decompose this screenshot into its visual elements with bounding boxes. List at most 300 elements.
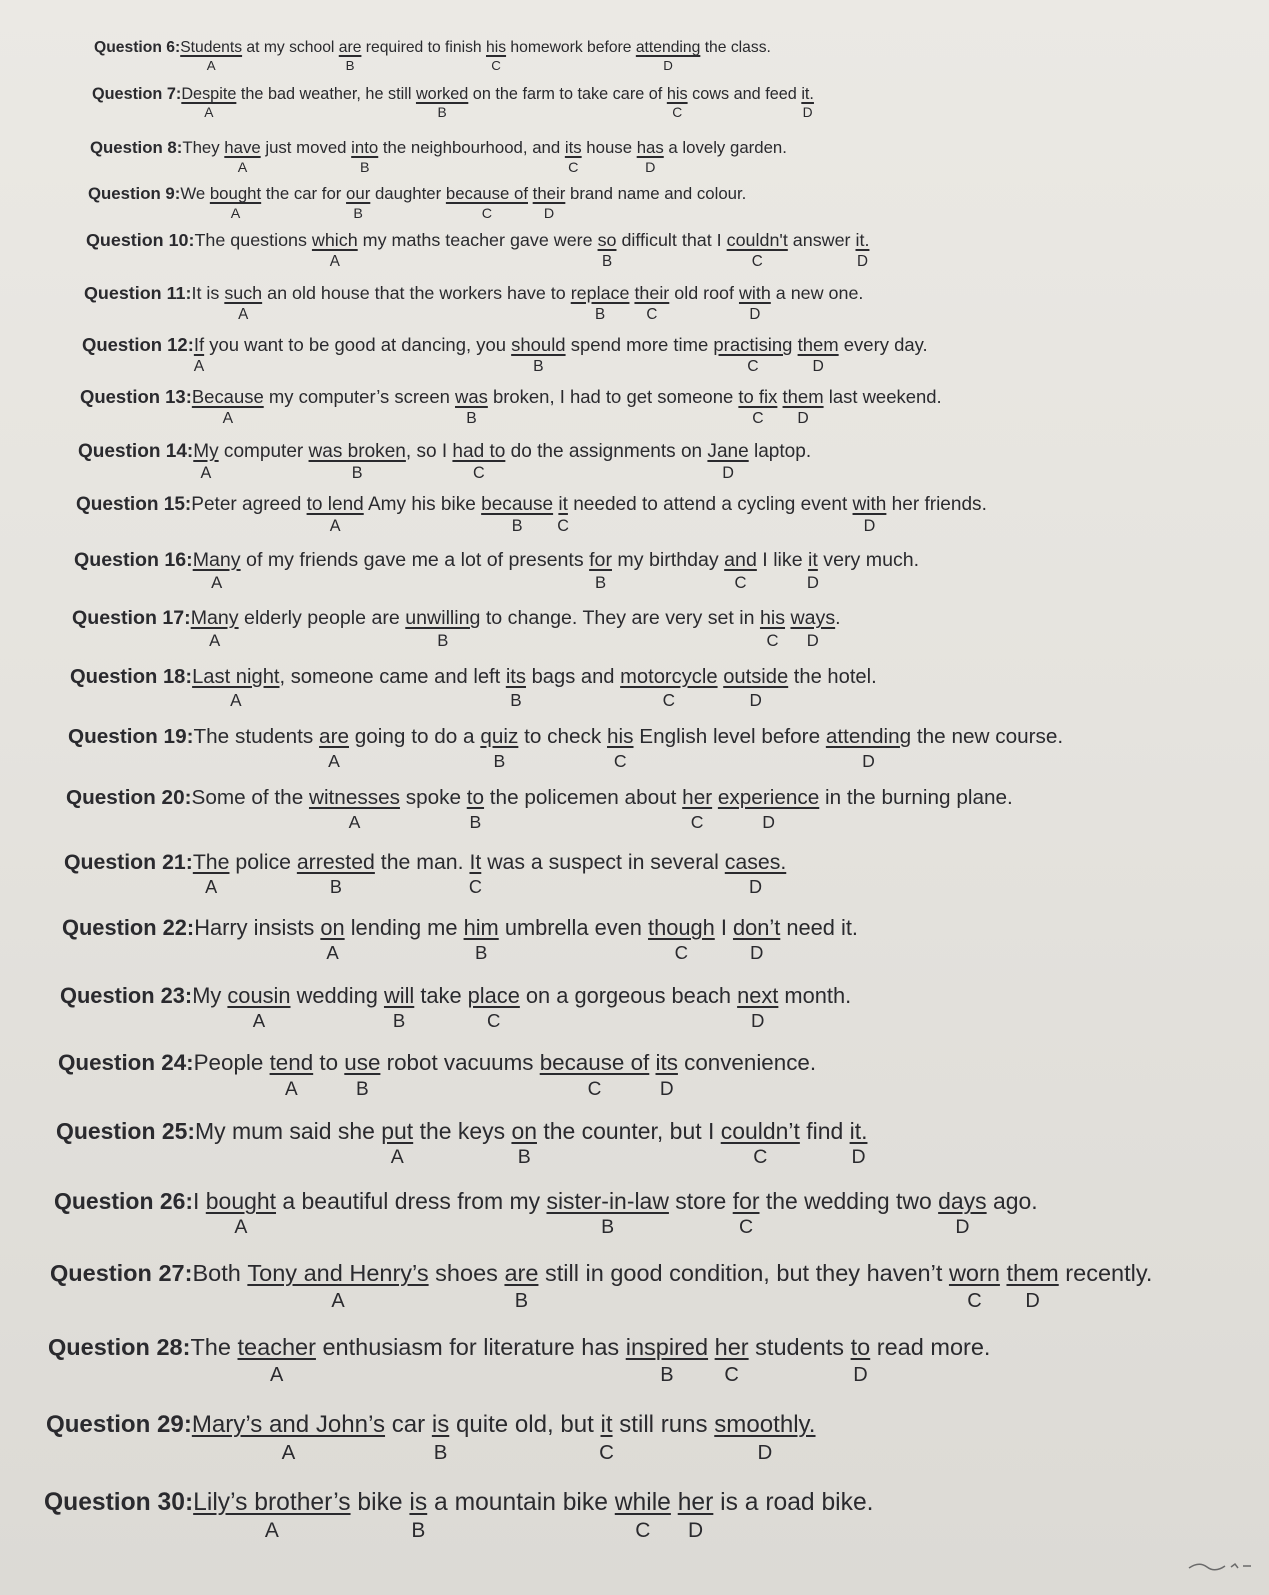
question-label: Question 9: [88, 184, 181, 203]
option-text: are [504, 1260, 539, 1286]
option-letter: B [510, 689, 522, 710]
underlined-option [655, 1050, 678, 1100]
question-line [58, 1050, 817, 1100]
underlined-option [486, 39, 507, 74]
sentence-text: robot vacuums [380, 1050, 540, 1075]
sentence-text: spoke [399, 786, 467, 809]
underlined-option [383, 983, 415, 1031]
underlined-option [311, 230, 358, 271]
option-letter: D [851, 1146, 866, 1169]
option-letter: C [724, 1363, 739, 1386]
underlined-option [737, 983, 779, 1031]
option-text: witnesses [308, 786, 400, 809]
underlined-option [625, 1334, 709, 1386]
option-letter: D [863, 517, 876, 536]
sentence-text: my computer’s screen [263, 386, 455, 407]
question-line [86, 230, 870, 271]
option-letter: D [762, 811, 775, 832]
underlined-option [308, 441, 406, 483]
option-letter: D [757, 1440, 773, 1464]
option-text: its [655, 1050, 678, 1075]
option-letter: D [543, 205, 555, 222]
option-text: ways [790, 607, 836, 629]
question-label: Question 26: [54, 1188, 194, 1214]
sentence-text: take [414, 983, 468, 1008]
sentence-text: homework before [506, 39, 636, 56]
sentence-text: recently. [1058, 1260, 1153, 1286]
option-letter: D [812, 357, 824, 375]
underlined-option [405, 607, 481, 651]
option-text: on [511, 1118, 537, 1144]
underlined-option [181, 85, 237, 121]
question-line [80, 386, 942, 427]
option-text: his [759, 607, 786, 629]
option-letter: B [437, 105, 447, 121]
sentence-text: We [180, 184, 210, 203]
underlined-option [466, 786, 485, 832]
question-line [64, 850, 787, 898]
option-text: so [597, 230, 617, 250]
option-text: while [614, 1489, 671, 1516]
option-text: put [381, 1118, 414, 1144]
underlined-option [759, 607, 786, 651]
option-letter: D [806, 573, 819, 593]
underlined-option [724, 549, 757, 593]
option-text: bought [209, 184, 262, 203]
option-text: her [677, 1489, 714, 1516]
sentence-text: the man. [374, 850, 470, 874]
option-letter: C [557, 517, 569, 536]
option-text: Many [192, 549, 241, 571]
sentence-text: , so I [405, 441, 453, 462]
underlined-option [714, 1411, 816, 1464]
sentence-text: month. [778, 983, 852, 1008]
sentence-text: The questions [194, 230, 312, 250]
sentence-text: needed to attend a cycling event [567, 494, 853, 515]
question-line [92, 85, 814, 121]
underlined-option [351, 138, 379, 176]
option-text: for [589, 549, 612, 571]
sentence-text: students [748, 1334, 851, 1360]
option-text: them [1006, 1260, 1059, 1286]
underlined-option [455, 386, 488, 427]
underlined-option [707, 441, 749, 483]
option-text: which [311, 230, 358, 250]
sentence-text: still runs [612, 1411, 715, 1438]
option-text: will [383, 983, 415, 1008]
underlined-option [849, 1118, 868, 1169]
sentence-text: , someone came and left [279, 666, 506, 688]
question-line [62, 915, 858, 963]
underlined-option [224, 138, 261, 176]
question-label: Question 15: [76, 494, 192, 515]
option-letter: A [331, 1289, 345, 1312]
question-line [60, 983, 852, 1031]
option-text: outside [723, 666, 789, 688]
sentence-text: laptop. [748, 441, 812, 462]
option-text: is [431, 1411, 450, 1438]
question-label: Question 19: [68, 725, 194, 748]
option-text: days [938, 1188, 987, 1214]
option-letter: C [599, 1440, 614, 1464]
sentence-text: umbrella even [498, 915, 648, 940]
option-text: was [455, 386, 488, 407]
question-line [78, 441, 812, 483]
sentence-text: the new course. [911, 725, 1064, 748]
option-text: attending [635, 39, 701, 56]
option-letter: A [238, 306, 249, 324]
question-line [74, 549, 920, 593]
sentence-text: computer [218, 441, 309, 462]
underlined-option [511, 1118, 537, 1169]
sentence-text: Both [192, 1260, 248, 1286]
option-text: motorcycle [620, 666, 718, 688]
option-letter: B [351, 464, 363, 483]
option-text: his [486, 39, 507, 56]
option-letter: A [264, 1519, 279, 1543]
question-label: Question 18: [70, 666, 193, 688]
option-letter: B [466, 409, 477, 427]
option-letter: A [230, 689, 242, 710]
option-text: it [808, 549, 818, 571]
option-letter: C [646, 306, 658, 324]
sentence-text: They [182, 138, 225, 157]
scribble-icon [1185, 1559, 1255, 1573]
underlined-option [732, 915, 781, 963]
option-letter: A [200, 464, 212, 483]
sentence-text: is a road bike. [713, 1489, 874, 1516]
question-label: Question 14: [78, 441, 194, 462]
option-letter: D [687, 1519, 704, 1543]
option-letter: B [517, 1146, 531, 1169]
option-letter: C [734, 573, 747, 593]
sentence-text: a beautiful dress from my [276, 1188, 547, 1214]
question-line [90, 138, 787, 176]
option-text: If [193, 334, 205, 355]
underlined-option [677, 1489, 714, 1543]
option-letter: A [252, 1009, 266, 1031]
underlined-option [338, 39, 362, 74]
option-letter: B [594, 573, 607, 593]
sentence-text: the wedding two [759, 1188, 939, 1214]
question-line [48, 1334, 991, 1386]
underlined-option [855, 230, 870, 271]
underlined-option [192, 850, 230, 898]
sentence-text: I [193, 1188, 206, 1214]
option-text: because of [539, 1050, 650, 1075]
option-letter: D [749, 689, 762, 710]
question-label: Question 25: [56, 1118, 196, 1144]
option-letter: D [806, 631, 819, 651]
option-letter: B [433, 1440, 448, 1464]
question-line [76, 494, 987, 536]
sentence-text: daughter [370, 184, 446, 203]
underlined-option [480, 725, 519, 771]
underlined-option [636, 138, 664, 176]
sentence-text: to [313, 1050, 345, 1075]
option-letter: C [473, 464, 485, 483]
underlined-option [738, 386, 778, 427]
underlined-option [415, 85, 469, 121]
sentence-text: of my friends gave me a lot of presents [240, 549, 590, 571]
underlined-option [724, 850, 787, 898]
option-text: it. [849, 1118, 868, 1144]
question-label: Question 17: [72, 607, 191, 629]
option-letter: A [230, 205, 241, 222]
question-line [70, 666, 877, 710]
sentence-text: find [799, 1118, 850, 1144]
underlined-option [319, 725, 349, 771]
sentence-text: People [193, 1050, 270, 1075]
option-text: don’t [732, 915, 781, 940]
option-letter: A [222, 409, 234, 427]
sentence-text: a lovely garden. [663, 138, 787, 157]
question-label: Question 27: [50, 1260, 193, 1286]
underlined-option [726, 230, 788, 271]
option-text: his [666, 85, 688, 103]
underlined-option [938, 1188, 987, 1239]
option-letter: B [514, 1289, 529, 1312]
underlined-option [607, 725, 634, 771]
underlined-option [205, 1188, 277, 1239]
sentence-text: the hotel. [788, 666, 877, 688]
question-label: Question 8: [90, 138, 183, 157]
sentence-text: on a gorgeous beach [519, 983, 738, 1008]
question-line [44, 1489, 874, 1543]
option-letter: B [660, 1363, 674, 1386]
underlined-option [948, 1260, 1000, 1312]
option-text: because of [445, 184, 528, 203]
option-text: to fix [738, 386, 778, 407]
sentence-text: lending me [344, 915, 464, 940]
corner-scribble [1185, 1559, 1255, 1573]
underlined-option [532, 184, 566, 222]
sentence-text: cows and feed [687, 85, 802, 103]
option-text: their [532, 184, 566, 203]
option-letter: C [672, 105, 683, 121]
underlined-option [732, 1188, 760, 1239]
question-label: Question 20: [66, 786, 192, 809]
question-line [50, 1260, 1153, 1312]
option-letter: A [329, 253, 340, 271]
sentence-text: difficult that I [616, 230, 727, 250]
underlined-option [597, 230, 617, 271]
underlined-option [682, 786, 713, 832]
underlined-option [738, 283, 771, 324]
option-letter: C [613, 750, 627, 771]
option-text: its [505, 666, 526, 688]
option-text: it [558, 494, 568, 515]
sentence-text: was a suspect in several [481, 850, 725, 874]
question-label: Question 23: [60, 983, 193, 1008]
option-text: for [732, 1188, 760, 1214]
sentence-text: need it. [780, 915, 858, 940]
option-text: our [346, 184, 371, 203]
underlined-option [620, 666, 718, 710]
question-label: Question 10: [86, 230, 195, 250]
option-letter: B [356, 1078, 369, 1100]
option-text: with [738, 283, 771, 303]
option-letter: B [353, 205, 363, 222]
option-text: cases. [724, 850, 787, 874]
sentence-text: the counter, but I [536, 1118, 721, 1144]
option-letter: B [359, 159, 370, 176]
underlined-option [192, 666, 280, 710]
underlined-option [308, 786, 400, 832]
option-text: place [467, 983, 520, 1008]
option-text: is [409, 1489, 428, 1516]
underlined-option [193, 1489, 351, 1543]
option-letter: D [663, 58, 673, 74]
option-text: his [607, 725, 634, 748]
underlined-option [409, 1489, 428, 1543]
underlined-option [539, 1050, 650, 1100]
option-text: attending [825, 725, 912, 748]
option-text: My [193, 441, 219, 462]
option-text: on [320, 915, 345, 940]
option-text: bought [205, 1188, 277, 1214]
question-label: Question 30: [44, 1489, 194, 1516]
option-text: teacher [237, 1334, 316, 1360]
underlined-option [237, 1334, 316, 1386]
option-text: couldn't [726, 230, 788, 250]
underlined-option [648, 915, 715, 963]
sentence-text: an old house that the workers have to [262, 283, 571, 303]
option-letter: B [345, 58, 355, 74]
underlined-option [546, 1188, 669, 1239]
underlined-option [296, 850, 375, 898]
option-text: Jane [707, 441, 749, 462]
option-letter: B [595, 306, 606, 324]
option-letter: D [955, 1216, 970, 1239]
underlined-option [481, 494, 554, 536]
option-letter: B [437, 631, 449, 651]
underlined-option [180, 39, 243, 74]
sentence-text: you want to be good at dancing, you [204, 334, 512, 355]
underlined-option [557, 494, 569, 536]
option-text: though [648, 915, 715, 940]
underlined-option [227, 983, 291, 1031]
option-letter: B [533, 357, 544, 375]
option-text: her [682, 786, 713, 809]
underlined-option [344, 1050, 381, 1100]
sentence-text: her friends. [886, 494, 987, 515]
sentence-text: car [385, 1411, 432, 1438]
option-letter: D [1025, 1289, 1040, 1312]
sentence-text: read more. [870, 1334, 991, 1360]
option-text: replace [570, 283, 630, 303]
option-letter: D [751, 1009, 765, 1031]
option-letter: B [329, 877, 342, 898]
option-letter: C [487, 1009, 501, 1031]
option-letter: B [469, 811, 482, 832]
option-letter: C [747, 357, 759, 375]
underlined-option [599, 1411, 614, 1464]
sentence-text: going to do a [349, 725, 481, 748]
question-line [84, 283, 864, 324]
underlined-option [852, 494, 887, 536]
underlined-option [635, 39, 701, 74]
option-text: use [344, 1050, 381, 1075]
option-letter: C [587, 1078, 602, 1100]
option-letter: A [390, 1146, 404, 1169]
option-letter: A [328, 750, 340, 771]
question-label: Question 11: [84, 283, 192, 303]
question-label: Question 16: [74, 549, 193, 571]
sentence-text: answer [787, 230, 856, 250]
underlined-option [564, 138, 582, 176]
question-label: Question 13: [80, 386, 192, 407]
sentence-text: English level before [633, 725, 826, 748]
option-text: Students [180, 39, 243, 56]
option-text: are [319, 725, 349, 748]
sentence-text: old roof [669, 283, 739, 303]
sentence-text: house [581, 138, 637, 157]
option-letter: B [474, 941, 488, 963]
sentence-text: to check [518, 725, 608, 748]
option-text: It [469, 850, 482, 874]
option-text: because [481, 494, 554, 515]
sentence-text: at my school [242, 39, 339, 56]
underlined-option [192, 549, 241, 593]
option-text: smoothly. [714, 1411, 816, 1438]
question-label: Question 12: [82, 334, 194, 355]
sentence-text: broken, I had to get someone [487, 386, 739, 407]
option-text: her [714, 1334, 749, 1360]
option-text: sister-in-law [546, 1188, 669, 1214]
option-letter: C [635, 1519, 651, 1543]
sentence-text: convenience. [677, 1050, 817, 1075]
underlined-option [713, 334, 793, 375]
option-text: to [466, 786, 485, 809]
sentence-text: in the burning plane. [819, 786, 1013, 809]
option-letter: D [748, 877, 763, 898]
underlined-option [806, 549, 819, 593]
underlined-option [782, 386, 824, 427]
option-text: him [463, 915, 499, 940]
question-label: Question 24: [58, 1050, 194, 1075]
sentence-text: the policemen about [484, 786, 683, 809]
underlined-option [801, 85, 814, 121]
underlined-option [224, 283, 263, 324]
sentence-text: to change. They are very set in [480, 607, 760, 629]
option-letter: C [752, 409, 764, 427]
underlined-option [320, 915, 345, 963]
option-text: them [797, 334, 839, 355]
sentence-text: on the farm to take care of [468, 85, 667, 103]
option-letter: C [766, 631, 779, 651]
underlined-option [247, 1260, 429, 1312]
option-letter: A [206, 58, 216, 74]
sentence-text: My [192, 983, 228, 1008]
sentence-text: wedding [290, 983, 384, 1008]
option-letter: A [193, 357, 205, 375]
option-letter: C [967, 1289, 982, 1312]
sentence-text: my maths teacher gave were [357, 230, 598, 250]
option-letter: A [270, 1363, 284, 1386]
sentence-text: the class. [700, 39, 771, 56]
sentence-text: elderly people are [238, 607, 406, 629]
sentence-text: quite old, but [449, 1411, 601, 1438]
option-letter: C [491, 58, 501, 74]
underlined-option [191, 1411, 386, 1464]
option-text: are [338, 39, 362, 56]
option-text: them [782, 386, 824, 407]
option-letter: A [204, 105, 214, 121]
underlined-option [723, 666, 789, 710]
option-letter: D [853, 1363, 868, 1386]
option-text: Many [190, 607, 239, 629]
